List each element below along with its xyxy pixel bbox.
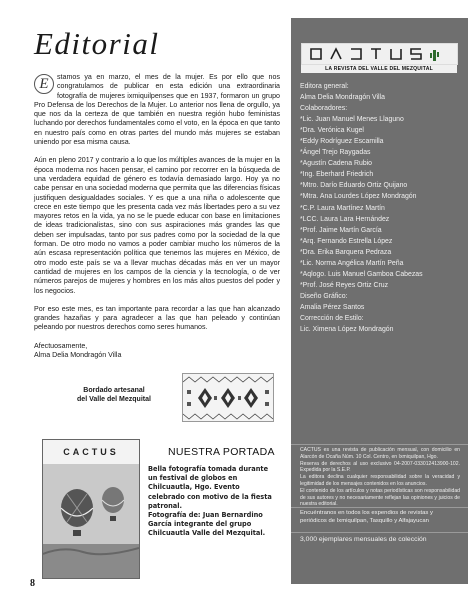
- staff-line: *Ing. Eberhard Friedrich: [300, 171, 374, 179]
- cover-description: [148, 465, 278, 539]
- staff-line: *Lic. Juan Manuel Menes Llaguno: [300, 116, 404, 124]
- distribution-note: Encuéntranos en todos los expendios de revistas y periódicos de Ixmiquilpan, Tasquillo y Alfajayucan: [300, 510, 433, 524]
- staff-line: *Prof. Jaime Martín García: [300, 226, 382, 234]
- editorial-body: [34, 73, 280, 360]
- embroidery-caption-line: Bordado artesanal: [83, 387, 145, 394]
- staff-line: *Ángel Trejo Raygadas: [300, 149, 371, 157]
- staff-line: Alma Delia Mondragón Villa: [300, 94, 385, 102]
- staff-line: *Mtro. Darío Eduardo Ortiz Quijano: [300, 182, 408, 190]
- closing-line: Afectuosamente,: [34, 341, 88, 350]
- logo-graphic-icon: [305, 46, 455, 62]
- staff-line: *LCC. Laura Lara Hernández: [300, 215, 390, 223]
- legal-notice: [300, 447, 460, 508]
- editorial-paragraph-2: Aún en pleno 2017 y contrario a lo que los múltiples avances de la mujer en la época moderna nos hacen pensar, el camino por recorrer en la búsqueda de una verdadera equidad de género es todavía demasiado largo. Hoy ya no cabe pensar en una sociedad moderna que permita que las diferencias físicas justifiquen desigualdades sociales. Y es que a una niña o adolescente que crece en este tiempo que les presenta cada vez más libertades pero a su vez mayores retos en la vida, ya no se le puede educar con base en limitaciones de ideas tradicionalistas, sino con sus aspiraciones más grandes las que deben ser impulsadas, tanto por sus padres como por la sociedad de la que forman. De otro modo no vamos a poder cambiar mucho los números de la aún escasa representación política que tenemos las mujeres en México, de otro modo este país se va a llevar muchas décadas más en ver un mayor cantidad de mujeres en los campos de la ciencia y la tecnología, o de ver números parejos de mujeres y hombres en los más altos puestos del poder y los negocios.: [34, 156, 280, 295]
- divider: [291, 532, 468, 533]
- cactus-logo: [301, 43, 458, 65]
- legal-paragraph: El contenido de los artículos y notas periodísticas son responsabilidad de sus autores y no necesariamente reflejan las opiniones y juicios de nuestra editorial.: [300, 487, 460, 508]
- staff-line: Diseño Gráfico:: [300, 292, 348, 300]
- staff-line: *Agustín Cadena Rubio: [300, 160, 373, 168]
- staff-line: Corrección de Estilo:: [300, 314, 364, 322]
- editorial-paragraph-3: Por eso este mes, es tan importante para recordar a las que han alcanzado grandes hazañas y para agradecer a las que han peleado y continúan peleando por nuestros derechos como seres humanos.: [34, 304, 280, 332]
- staff-line: Editora general:: [300, 83, 349, 90]
- staff-list: [300, 81, 462, 335]
- staff-line: *Dra. Verónica Kugel: [300, 127, 364, 135]
- legal-paragraph: Reserva de derechos al uso exclusivo 04-2007-033012413900-102. Expedida por la S.E.P.: [300, 460, 460, 474]
- dropcap-letter: E: [34, 74, 54, 94]
- cover-thumbnail: [42, 439, 140, 579]
- staff-line: Lic. Ximena López Mondragón: [300, 326, 394, 334]
- page-number: 8: [30, 578, 35, 589]
- cover-section-title: NUESTRA PORTADA: [168, 446, 275, 458]
- staff-line: *Eddy Rodríguez Escamilla: [300, 138, 384, 146]
- embroidery-image: [182, 373, 274, 422]
- staff-line: *Lic. Norma Angélica Martín Peña: [300, 259, 404, 267]
- embroidery-caption: [54, 386, 174, 404]
- cover-logo: [43, 440, 139, 464]
- legal-paragraph: La editora declina cualquier responsabilidad sobre la veracidad y legitimidad de los mensajes contenidos en los anuncios.: [300, 474, 460, 487]
- staff-line: *Mtra. Ana Lourdes López Mondragón: [300, 193, 417, 201]
- cover-credit-text: Fotografía de: Juan Bernardino García integrante del grupo Chilcuautla Valle del Mezquital.: [148, 511, 266, 538]
- tagline: LA REVISTA DEL VALLE DEL MEZQUITAL: [301, 65, 457, 73]
- staff-line: *Dra. Erika Barquera Pedraza: [300, 248, 392, 256]
- staff-line: *Aqlogo. Luis Manuel Gamboa Cabezas: [300, 270, 423, 278]
- staff-line: Amalia Pérez Santos: [300, 303, 365, 311]
- staff-line: Colaboradores:: [300, 105, 348, 113]
- editorial-paragraph-1: [34, 73, 280, 147]
- embroidery-caption-line: del Valle del Mezquital: [77, 396, 151, 403]
- editorial-heading: Editorial: [34, 26, 160, 61]
- divider: [291, 444, 468, 445]
- balloon-photo-icon: [43, 464, 139, 578]
- cover-logo-text: CACTUS: [63, 447, 119, 457]
- cover-description-text: Bella fotografía tomada durante un festival de globos en Chilcuautla, Hgo. Evento celebrado con motivo de la fiesta patronal.: [148, 465, 272, 510]
- staff-line: *C.P. Laura Martínez Martín: [300, 204, 385, 212]
- divider: [291, 507, 468, 508]
- staff-line: *Arq. Fernando Estrella López: [300, 237, 393, 245]
- legal-paragraph: CACTUS es una revista de publicación mensual, con domicilio en Alarcón de Ocaña Núm. 10 Col. Centro, en Ixmiquilpan, Hgo.: [300, 447, 460, 460]
- editorial-paragraph-1-text: stamos ya en marzo, el mes de la mujer. Es por ello que nos congratulamos de publicar en esta edición una extraordinaria fotografía de mujeres ixmiquilpenses que en 1937, formaron un grupo Pro Defensa de los Derechos de la Mujer. Lo anterior nos llena de orgullo, ya que nos da la certeza de que también en nuestra región hubo feministas luchando por derechos fundamentales como el voto, en la época en que tanto en nuestro país como en otras partes del mundo más mujeres se estaban uniendo por esa misma causa.: [34, 73, 280, 147]
- embroidery-pattern-icon: [183, 374, 273, 421]
- signature: Alma Delia Mondragón Villa: [34, 351, 122, 360]
- staff-line: *Prof. José Reyes Ortiz Cruz: [300, 281, 389, 289]
- copies-count: 3,000 ejemplares mensuales de colección: [300, 536, 427, 543]
